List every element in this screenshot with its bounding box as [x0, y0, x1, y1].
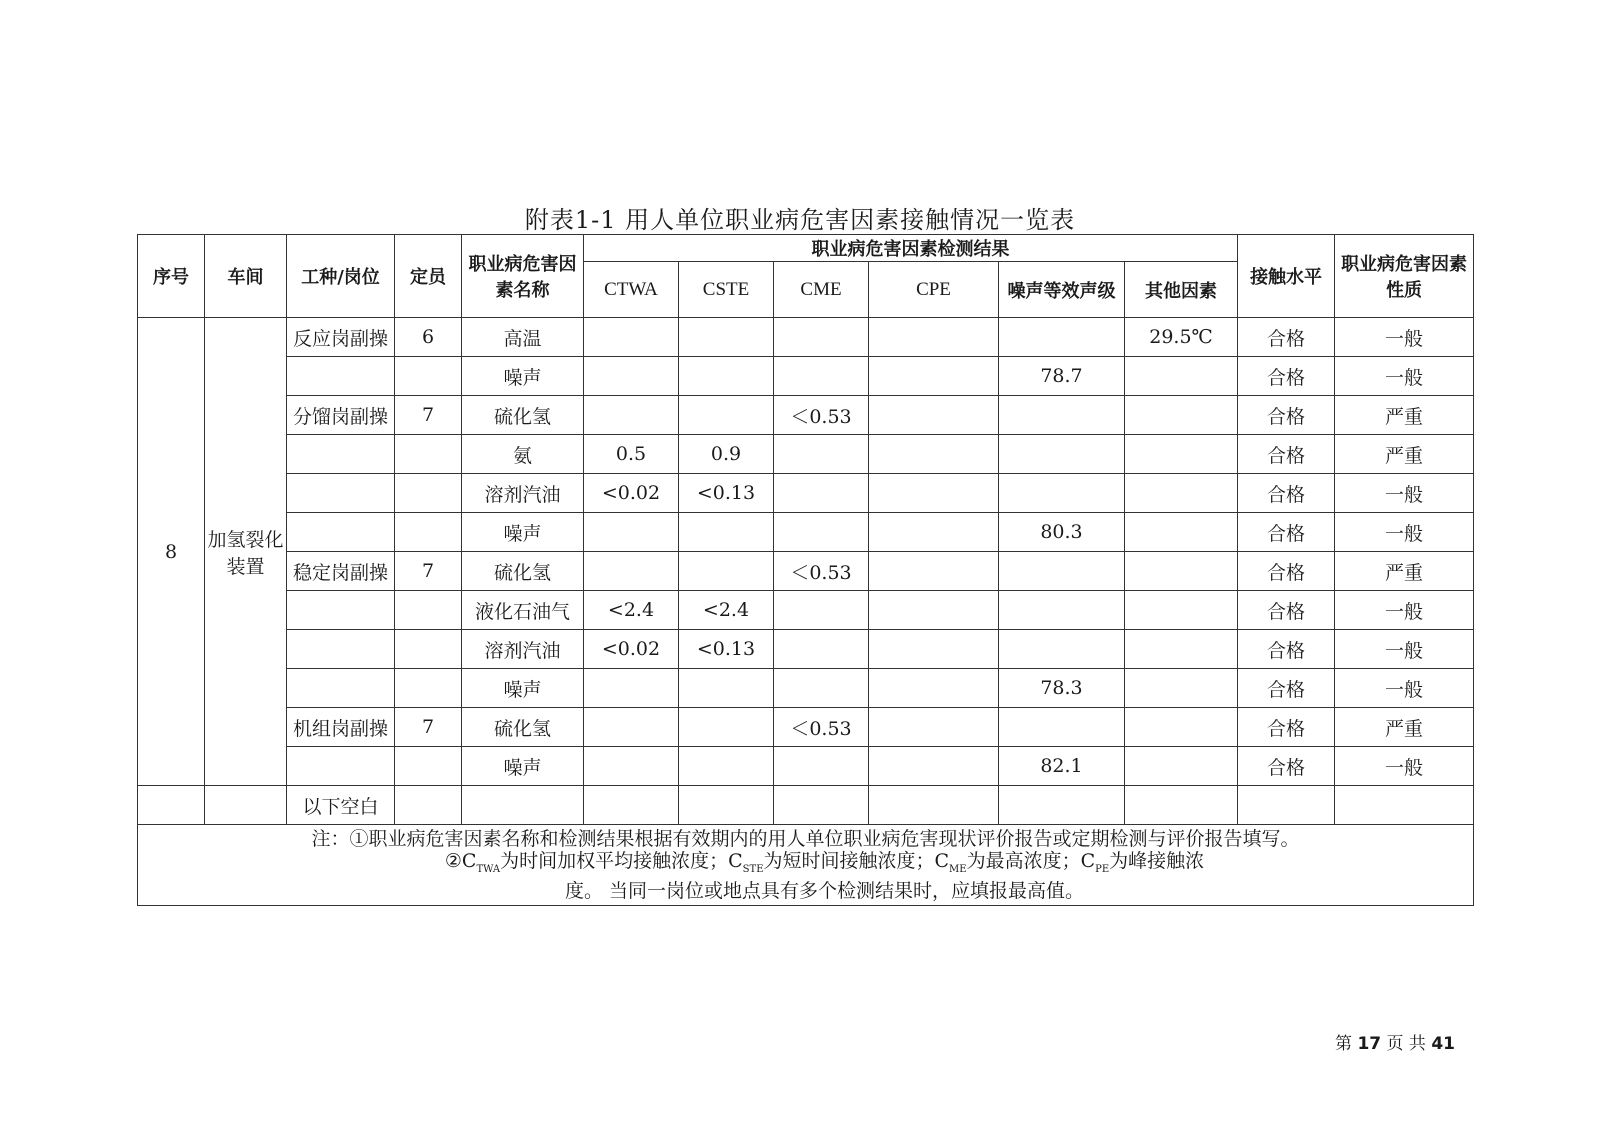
pager-middle: 页 共 — [1386, 1034, 1426, 1054]
cell-exposure: 合格 — [1238, 474, 1335, 513]
table-row — [138, 552, 1474, 591]
cell-hazard: 硫化氢 — [462, 552, 584, 591]
cell-post — [287, 669, 395, 708]
cell-ctwa — [584, 396, 679, 435]
cell-exposure: 合格 — [1238, 357, 1335, 396]
cell-ctwa — [584, 552, 679, 591]
note-subscript: PE — [1095, 863, 1110, 875]
cell-cme: ＜0.53 — [774, 708, 869, 747]
cell-staff — [395, 474, 462, 513]
cell-hazard: 液化石油气 — [462, 591, 584, 630]
note-line-2 — [138, 850, 1473, 881]
note-text: 为时间加权平均接触浓度；C — [500, 849, 743, 872]
cell-ctwa: <0.02 — [584, 474, 679, 513]
note-subscript: TWA — [476, 863, 501, 875]
cell-ctwa — [584, 318, 679, 357]
note-text: 为最高浓度；C — [966, 849, 1096, 872]
table-row — [138, 591, 1474, 630]
note-subscript: STE — [742, 863, 764, 875]
cell-post: 机组岗副操 — [287, 708, 395, 747]
cell-cste: 0.9 — [679, 435, 774, 474]
cell-other — [1125, 708, 1238, 747]
header-post: 工种/岗位 — [287, 235, 395, 318]
cell-ctwa: 0.5 — [584, 435, 679, 474]
cell-noise: 80.3 — [999, 513, 1125, 552]
table-title: 附表1-1 用人单位职业病危害因素接触情况一览表 — [524, 206, 1076, 234]
cell-exposure: 合格 — [1238, 552, 1335, 591]
cell-noise — [999, 708, 1125, 747]
table-row — [138, 318, 1474, 357]
cell-exposure: 合格 — [1238, 669, 1335, 708]
cell-empty — [1238, 786, 1335, 825]
cell-empty — [774, 786, 869, 825]
cell-hazard: 硫化氢 — [462, 396, 584, 435]
cell-cste — [679, 747, 774, 786]
cell-other — [1125, 474, 1238, 513]
cell-cpe — [869, 747, 999, 786]
cell-hazard: 高温 — [462, 318, 584, 357]
cell-cme — [774, 435, 869, 474]
cell-nature: 一般 — [1335, 318, 1474, 357]
pager-current: 17 — [1357, 1034, 1382, 1054]
table-row — [138, 435, 1474, 474]
cell-noise: 78.7 — [999, 357, 1125, 396]
cell-exposure: 合格 — [1238, 318, 1335, 357]
cell-nature: 一般 — [1335, 513, 1474, 552]
cell-other — [1125, 747, 1238, 786]
cell-nature: 严重 — [1335, 552, 1474, 591]
cell-hazard: 溶剂汽油 — [462, 630, 584, 669]
cell-nature: 一般 — [1335, 747, 1474, 786]
header-result-group: 职业病危害因素检测结果 — [584, 235, 1238, 262]
note-line-3: 度。 当同一岗位或地点具有多个检测结果时，应填报最高值。 — [565, 880, 1085, 903]
cell-empty — [462, 786, 584, 825]
cell-cste: <0.13 — [679, 474, 774, 513]
cell-cste — [679, 708, 774, 747]
cell-nature: 严重 — [1335, 435, 1474, 474]
cell-cste: <2.4 — [679, 591, 774, 630]
cell-cpe — [869, 435, 999, 474]
cell-cpe — [869, 591, 999, 630]
cell-cme: ＜0.53 — [774, 552, 869, 591]
cell-nature: 严重 — [1335, 396, 1474, 435]
cell-cme — [774, 630, 869, 669]
cell-cme: ＜0.53 — [774, 396, 869, 435]
cell-cste: <0.13 — [679, 630, 774, 669]
cell-staff — [395, 357, 462, 396]
cell-other — [1125, 630, 1238, 669]
note-text: 为峰接触浓 — [1109, 849, 1205, 872]
cell-hazard: 噪声 — [462, 513, 584, 552]
cell-staff: 7 — [395, 552, 462, 591]
pager-total: 41 — [1431, 1034, 1455, 1054]
cell-nature: 一般 — [1335, 669, 1474, 708]
cell-other — [1125, 552, 1238, 591]
cell-other — [1125, 357, 1238, 396]
cell-post — [287, 435, 395, 474]
cell-ctwa: <0.02 — [584, 630, 679, 669]
cell-hazard: 氨 — [462, 435, 584, 474]
cell-other: 29.5℃ — [1125, 318, 1238, 357]
cell-cste — [679, 669, 774, 708]
table-row — [138, 630, 1474, 669]
cell-cpe — [869, 474, 999, 513]
cell-nature: 严重 — [1335, 708, 1474, 747]
cell-post — [287, 474, 395, 513]
cell-seq — [138, 786, 205, 825]
cell-post: 稳定岗副操 — [287, 552, 395, 591]
header-ctwa: CTWA — [584, 262, 679, 318]
table-notes — [138, 825, 1474, 906]
cell-cme — [774, 513, 869, 552]
cell-nature: 一般 — [1335, 357, 1474, 396]
header-cpe: CPE — [869, 262, 999, 318]
header-workshop: 车间 — [205, 235, 287, 318]
pager-prefix: 第 — [1335, 1034, 1353, 1054]
cell-staff — [395, 669, 462, 708]
note-line-1: 注：①职业病危害因素名称和检测结果根据有效期内的用人单位职业病危害现状评价报告或定期检测与评价报告填写。 — [311, 827, 1300, 850]
table-body — [138, 318, 1474, 906]
cell-staff: 7 — [395, 708, 462, 747]
table-row — [138, 513, 1474, 552]
cell-empty — [1125, 786, 1238, 825]
cell-hazard: 噪声 — [462, 747, 584, 786]
header-staff: 定员 — [395, 235, 462, 318]
cell-post — [287, 513, 395, 552]
note-subscript: ME — [949, 863, 967, 875]
cell-staff — [395, 513, 462, 552]
cell-hazard: 噪声 — [462, 357, 584, 396]
cell-noise: 78.3 — [999, 669, 1125, 708]
cell-cste — [679, 552, 774, 591]
cell-exposure: 合格 — [1238, 708, 1335, 747]
cell-cme — [774, 747, 869, 786]
cell-other — [1125, 396, 1238, 435]
cell-nature: 一般 — [1335, 630, 1474, 669]
note-text: ②C — [444, 849, 477, 872]
header-cme: CME — [774, 262, 869, 318]
cell-staff — [395, 630, 462, 669]
cell-cste — [679, 513, 774, 552]
exposure-table — [137, 234, 1474, 906]
cell-cpe — [869, 357, 999, 396]
cell-exposure: 合格 — [1238, 747, 1335, 786]
cell-cpe — [869, 669, 999, 708]
cell-hazard: 噪声 — [462, 669, 584, 708]
cell-post: 分馏岗副操 — [287, 396, 395, 435]
cell-workshop — [205, 786, 287, 825]
cell-nature: 一般 — [1335, 474, 1474, 513]
table-row-blank — [138, 786, 1474, 825]
cell-ctwa — [584, 513, 679, 552]
cell-ctwa — [584, 747, 679, 786]
cell-cpe — [869, 396, 999, 435]
cell-staff — [395, 747, 462, 786]
cell-hazard: 硫化氢 — [462, 708, 584, 747]
cell-other — [1125, 513, 1238, 552]
cell-cme — [774, 669, 869, 708]
cell-cme — [774, 591, 869, 630]
cell-empty — [395, 786, 462, 825]
header-seq: 序号 — [138, 235, 205, 318]
cell-empty — [679, 786, 774, 825]
cell-other — [1125, 591, 1238, 630]
cell-empty — [869, 786, 999, 825]
cell-noise — [999, 474, 1125, 513]
cell-noise — [999, 630, 1125, 669]
cell-other — [1125, 435, 1238, 474]
table-row — [138, 747, 1474, 786]
cell-staff — [395, 435, 462, 474]
cell-noise — [999, 591, 1125, 630]
cell-other — [1125, 669, 1238, 708]
cell-cste — [679, 357, 774, 396]
cell-post: 以下空白 — [287, 786, 395, 825]
header-noise: 噪声等效声级 — [999, 262, 1125, 318]
cell-exposure: 合格 — [1238, 396, 1335, 435]
cell-cpe — [869, 513, 999, 552]
cell-noise — [999, 396, 1125, 435]
note-text: 为短时间接触浓度；C — [763, 849, 950, 872]
cell-staff: 7 — [395, 396, 462, 435]
header-nature: 职业病危害因素性质 — [1335, 235, 1474, 318]
cell-post — [287, 357, 395, 396]
cell-hazard: 溶剂汽油 — [462, 474, 584, 513]
table-row — [138, 357, 1474, 396]
cell-cpe — [869, 318, 999, 357]
cell-staff: 6 — [395, 318, 462, 357]
cell-post: 反应岗副操 — [287, 318, 395, 357]
cell-exposure: 合格 — [1238, 513, 1335, 552]
cell-exposure: 合格 — [1238, 591, 1335, 630]
cell-post — [287, 630, 395, 669]
cell-cme — [774, 318, 869, 357]
header-other: 其他因素 — [1125, 262, 1238, 318]
cell-ctwa — [584, 708, 679, 747]
table-row — [138, 474, 1474, 513]
cell-cme — [774, 474, 869, 513]
cell-staff — [395, 591, 462, 630]
cell-cste — [679, 396, 774, 435]
cell-noise: 82.1 — [999, 747, 1125, 786]
cell-cste — [679, 318, 774, 357]
cell-workshop: 加氢裂化装置 — [205, 318, 287, 786]
cell-noise — [999, 318, 1125, 357]
cell-noise — [999, 435, 1125, 474]
cell-nature: 一般 — [1335, 591, 1474, 630]
cell-empty — [584, 786, 679, 825]
cell-noise — [999, 552, 1125, 591]
cell-ctwa — [584, 669, 679, 708]
cell-seq: 8 — [138, 318, 205, 786]
header-exposure: 接触水平 — [1238, 235, 1335, 318]
cell-exposure: 合格 — [1238, 435, 1335, 474]
cell-empty — [999, 786, 1125, 825]
cell-cpe — [869, 708, 999, 747]
cell-cme — [774, 357, 869, 396]
table-row — [138, 396, 1474, 435]
cell-ctwa: <2.4 — [584, 591, 679, 630]
cell-cpe — [869, 630, 999, 669]
cell-ctwa — [584, 357, 679, 396]
notes-row — [138, 825, 1474, 906]
cell-post — [287, 591, 395, 630]
header-cste: CSTE — [679, 262, 774, 318]
table-row — [138, 708, 1474, 747]
cell-exposure: 合格 — [1238, 630, 1335, 669]
cell-cpe — [869, 552, 999, 591]
page-number — [1335, 1029, 1455, 1054]
table-row — [138, 669, 1474, 708]
header-hazard-name: 职业病危害因素名称 — [462, 235, 584, 318]
cell-post — [287, 747, 395, 786]
cell-empty — [1335, 786, 1474, 825]
